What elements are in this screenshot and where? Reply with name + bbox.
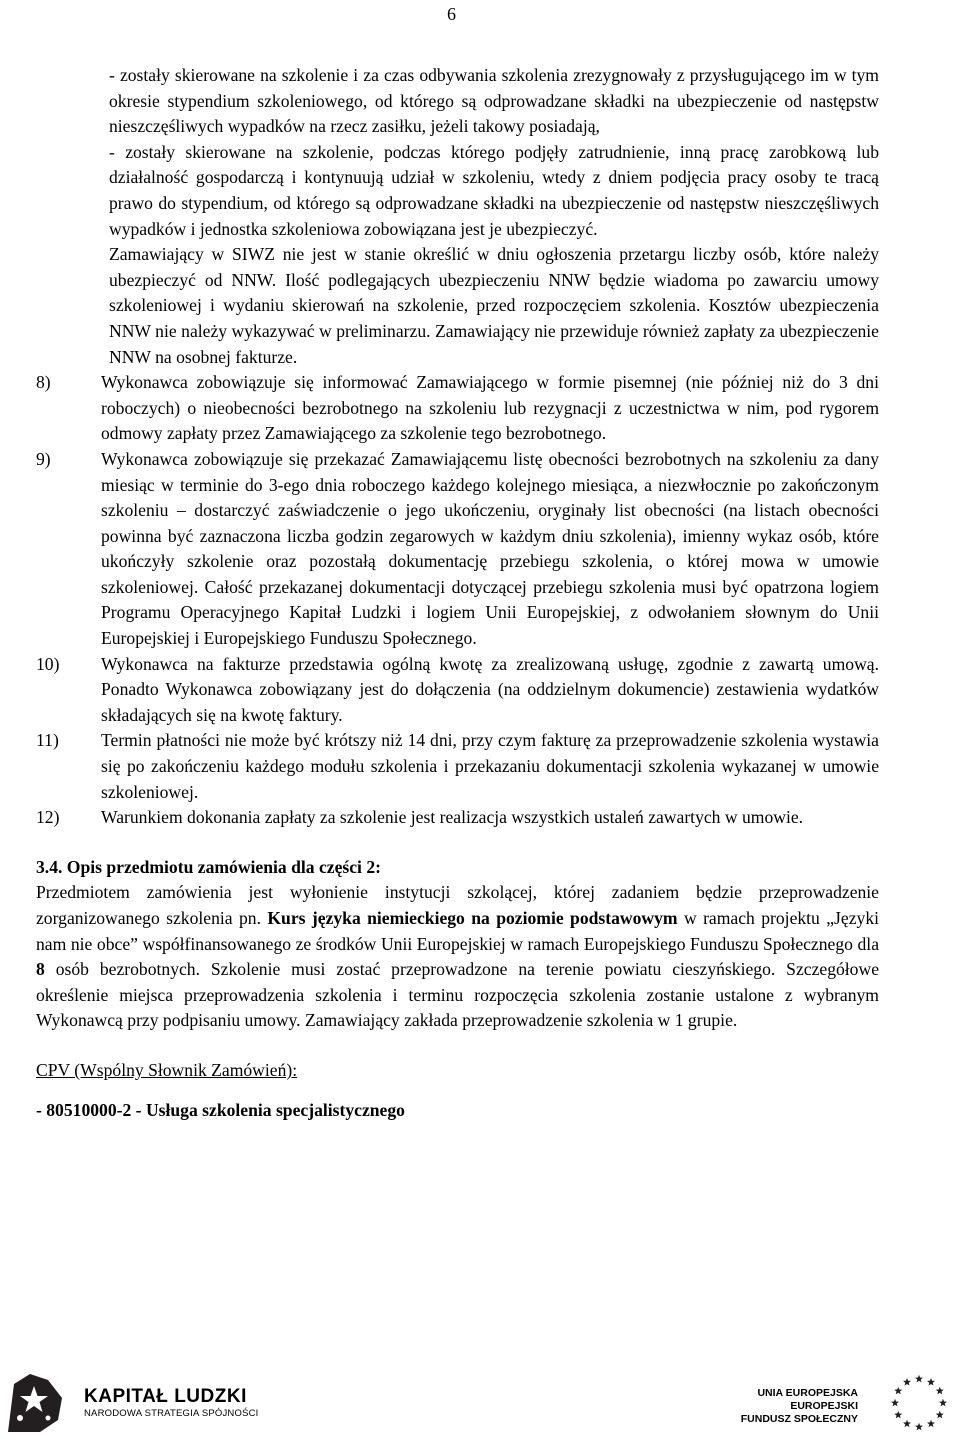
eu-line-1: UNIA EUROPEJSKA	[757, 1387, 858, 1399]
eu-star-icon	[927, 1378, 935, 1386]
list-item-text: Wykonawca na fakturze przedstawia ogólną kwotę za zrealizowaną usługę, zgodnie z zawartą umową. Ponadto Wykonawca zobowiązany jest do dołączenia (na oddzielnym dokumencie) zestawienia wydatków składających się na kwotę faktury.	[101, 653, 879, 725]
list-item-number: 8)	[36, 372, 51, 393]
list-item-text: Termin płatności nie może być krótszy niż 14 dni, przy czym fakturę za przeprowadzenie szkolenia wystawia się po zakończeniu każdego modułu szkolenia i przekazaniu dokumentacji szkolenia wykazanej w umowie szkoleniowej.	[101, 730, 879, 802]
kapital-ludzki-text	[84, 1386, 259, 1420]
eu-star-icon	[894, 1411, 902, 1419]
list-item-text: Wykonawca zobowiązuje się przekazać Zamawiającemu listę obecności bezrobotnych na szkoleniu za dany miesiąc w terminie do 3-ego dnia roboczego każdego kolejnego miesiąca, a niezwłocznie po zakończonym szkoleniu – dostarczyć zaświadczenie o jego ukończeniu, oryginały list obecności (na listach obecności powinna być zaznaczona liczba godzin zegarowych w każdym dniu szkolenia), imienny wykaz osób, które ukończyły szkolenie oraz pozostałą dokumentację przebiegu szkolenia, o której mowa w umowie szkoleniowej. Całość przekazanej dokumentacji dotyczącej przebiegu szkolenia musi być opatrzona logiem Programu Operacyjnego Kapitał Ludzki i logiem Unii Europejskiej, z odwołaniem słownym do Unii Europejskiej i Europejskiego Funduszu Społecznego.	[101, 448, 879, 649]
eu-line-2: EUROPEJSKI	[790, 1400, 858, 1412]
eu-fund-text	[741, 1387, 858, 1426]
kapital-ludzki-logo-icon	[4, 1370, 68, 1444]
page-number: 6	[447, 4, 456, 24]
document-body	[36, 63, 879, 1123]
list-item-number: 10)	[36, 653, 60, 674]
cpv-label: CPV (Wspólny Słownik Zamówień):	[36, 1059, 298, 1080]
eu-flag-stars-icon	[886, 1370, 952, 1444]
list-item-number: 9)	[36, 448, 51, 469]
list-item	[36, 805, 879, 831]
section-heading: 3.4. Opis przedmiotu zamówienia dla części 2:	[36, 856, 381, 877]
eu-star-icon	[894, 1387, 902, 1395]
eu-star-icon	[939, 1399, 947, 1407]
eu-star-icon	[915, 1423, 923, 1431]
eu-star-icon	[936, 1411, 944, 1419]
intro-paragraph: Zamawiający w SIWZ nie jest w stanie określić w dniu ogłoszenia przetargu liczby osób, które należy ubezpieczyć od NNW. Ilość podlegających ubezpieczeniu NNW będzie wiadoma po zawarciu umowy szkoleniowej i wydaniu skierowań na szkolenie, przed rozpoczęciem szkolenia. Kosztów ubezpieczenia NNW nie należy wykazywać w preliminarzu. Zamawiający nie przewiduje również zapłaty za ubezpieczenie NNW na osobnej fakturze.	[109, 244, 879, 367]
kapital-ludzki-title: KAPITAŁ LUDZKI	[84, 1386, 247, 1407]
list-item	[36, 447, 879, 652]
list-item-text: Wykonawca zobowiązuje się informować Zamawiającego w formie pisemnej (nie później niż do 3 dni roboczych) o nieobecności bezrobotnego na szkoleniu lub rezygnacji z uczestnictwa w nim, pod rygorem odmowy zapłaty przez Zamawiającego za szkolenie tego bezrobotnego.	[101, 372, 879, 444]
eu-star-icon	[903, 1420, 911, 1428]
page-footer	[0, 1360, 960, 1439]
eu-star-icon	[936, 1387, 944, 1395]
section-paragraph: Przedmiotem zamówienia jest wyłonienie instytucji szkolącej, której zadaniem będzie przeprowadzenie zorganizowanego szkolenia pn. Kurs języka niemieckiego na poziomie podstawowym w ramach projektu „Języki nam nie obce” współfinansowanego ze środków Unii Europejskiej w ramach Europejskiego Funduszu Społecznego dla 8 osób bezrobotnych. Szkolenie musi zostać przeprowadzone na terenie powiatu cieszyńskiego. Szczegółowe określenie miejsca przeprowadzenia szkolenia i terminu rozpoczęcia szkolenia zostanie ustalone z wybranym Wykonawcą przy podpisaniu umowy. Zamawiający zakłada przeprowadzenie szkolenia w 1 grupie.	[36, 882, 880, 1031]
intro-bullets	[109, 63, 879, 370]
eu-star-icon	[891, 1399, 899, 1407]
bullet-item: - zostały skierowane na szkolenie, podczas którego podjęły zatrudnienie, inną pracę zarobkową lub działalność gospodarczą i kontynuują udział w szkoleniu, wtedy z dniem podjęcia pracy osoby te tracą prawo do stypendium, od którego są odprowadzane składki na ubezpieczenie od następstw nieszczęśliwych wypadków i jednostka szkoleniowa zobowiązana jest je ubezpieczyć.	[109, 141, 879, 239]
bullet-item: - zostały skierowane na szkolenie i za czas odbywania szkolenia zrezygnowały z przysługującego im w tym okresie stypendium szkoleniowego, od którego są odprowadzane składki na ubezpieczenie od następstw nieszczęśliwych wypadków na rzecz zasiłku, jeżeli takowy posiadają,	[109, 65, 879, 137]
numbered-list	[36, 370, 879, 831]
eu-star-icon	[927, 1420, 935, 1428]
eu-star-icon	[915, 1375, 923, 1383]
list-item	[36, 370, 879, 447]
list-item-text: Warunkiem dokonania zapłaty za szkolenie jest realizacja wszystkich ustaleń zawartych w umowie.	[101, 807, 804, 828]
cpv-code: - 80510000-2 - Usługa szkolenia specjalistycznego	[36, 1099, 405, 1120]
kapital-ludzki-subtitle: NARODOWA STRATEGIA SPÓJNOŚCI	[84, 1408, 259, 1419]
list-item-number: 12)	[36, 807, 60, 828]
course-name: Kurs języka niemieckiego na poziomie podstawowym	[267, 908, 678, 928]
participant-count: 8	[36, 959, 45, 980]
list-item	[36, 728, 879, 805]
eu-star-icon	[903, 1378, 911, 1386]
list-item	[36, 652, 879, 729]
list-item-number: 11)	[36, 730, 59, 751]
eu-line-3: FUNDUSZ SPOŁECZNY	[740, 1413, 858, 1425]
